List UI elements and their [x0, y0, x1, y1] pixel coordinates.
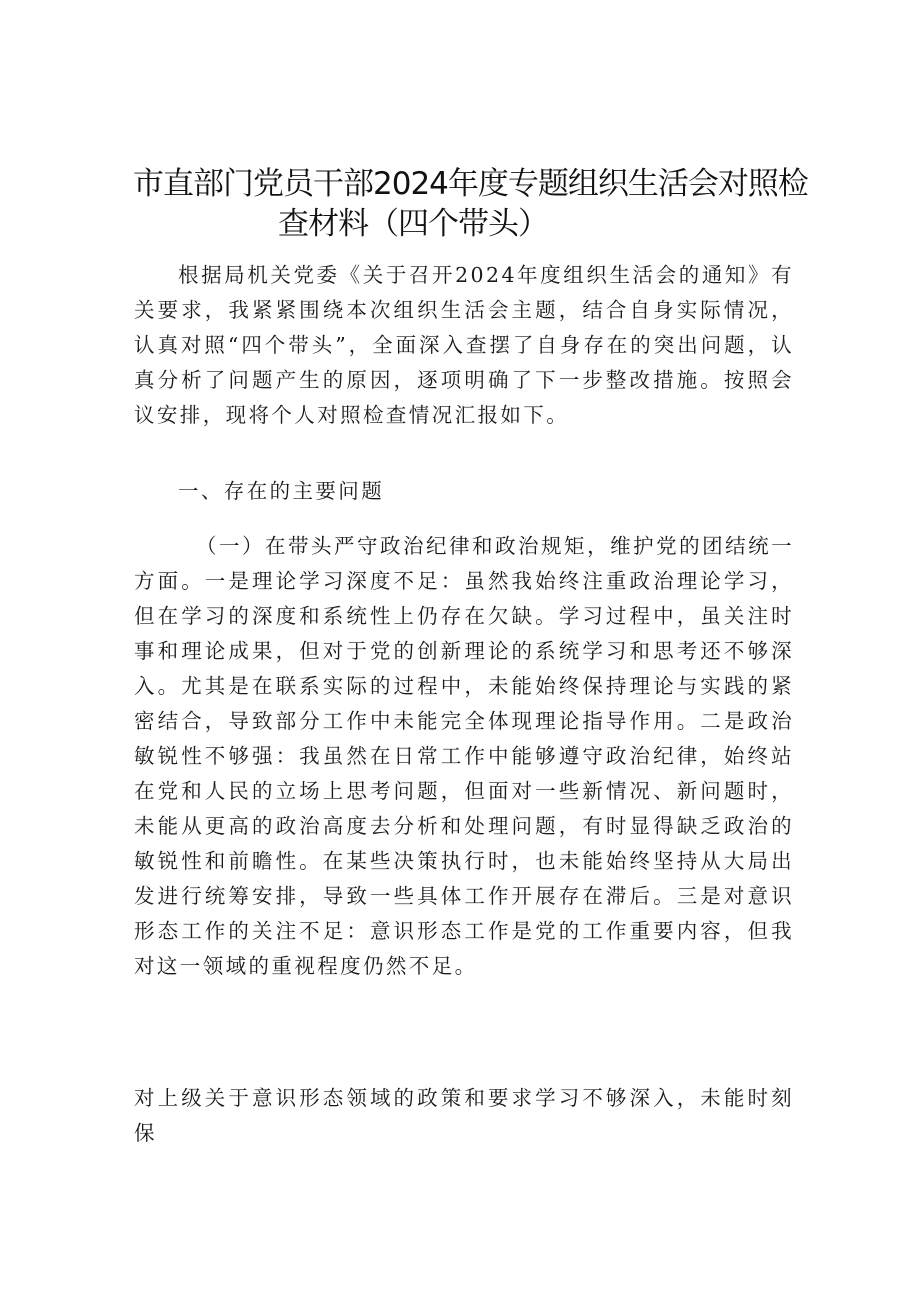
body-paragraph-1: （一）在带头严守政治纪律和政治规矩，维护党的团结统一方面。一是理论学习深度不足：虽然我始终注重政治理论学习，但在学习的深度和系统性上仍存在欠缺。学习过程中，虽关注时事和理论成果，但对于党的创新理论的系统学习和思考还不够深入。尤其是在联系实际的过程中，未能始终保持理论与实践的紧密结合，导致部分工作中未能完全体现理论指导作用。二是政治敏锐性不够强：我虽然在日常工作中能够遵守政治纪律，始终站在党和人民的立场上思考问题，但面对一些新情况、新问题时，未能从更高的政治高度去分析和处理问题，有时显得缺乏政治的敏锐性和前瞻性。在某些决策执行时，也未能始终坚持从大局出发进行统筹安排，导致一些具体工作开展存在滞后。三是对意识形态工作的关注不足：意识形态工作是党的工作重要内容，但我对这一领域的重视程度仍然不足。: [134, 534, 794, 978]
intro-paragraph: 根据局机关党委《关于召开2024年度组织生活会的通知》有关要求，我紧紧围绕本次组织生活会主题，结合自身实际情况，认真对照“四个带头”，全面深入查摆了自身存在的突出问题，认真分析了问题产生的原因，逐项明确了下一步整改措施。按照会议安排，现将个人对照检查情况汇报如下。: [134, 263, 794, 427]
body-paragraph-2: 对上级关于意识形态领域的政策和要求学习不够深入，未能时刻保: [134, 1086, 794, 1145]
title-line-1: 市直部门党员干部2024年度专题组织生活会对照检: [133, 166, 808, 202]
document-title: [133, 164, 808, 244]
section-heading: 一、存在的主要问题: [178, 479, 385, 503]
title-line-2: 查材料（四个带头）: [278, 206, 548, 242]
